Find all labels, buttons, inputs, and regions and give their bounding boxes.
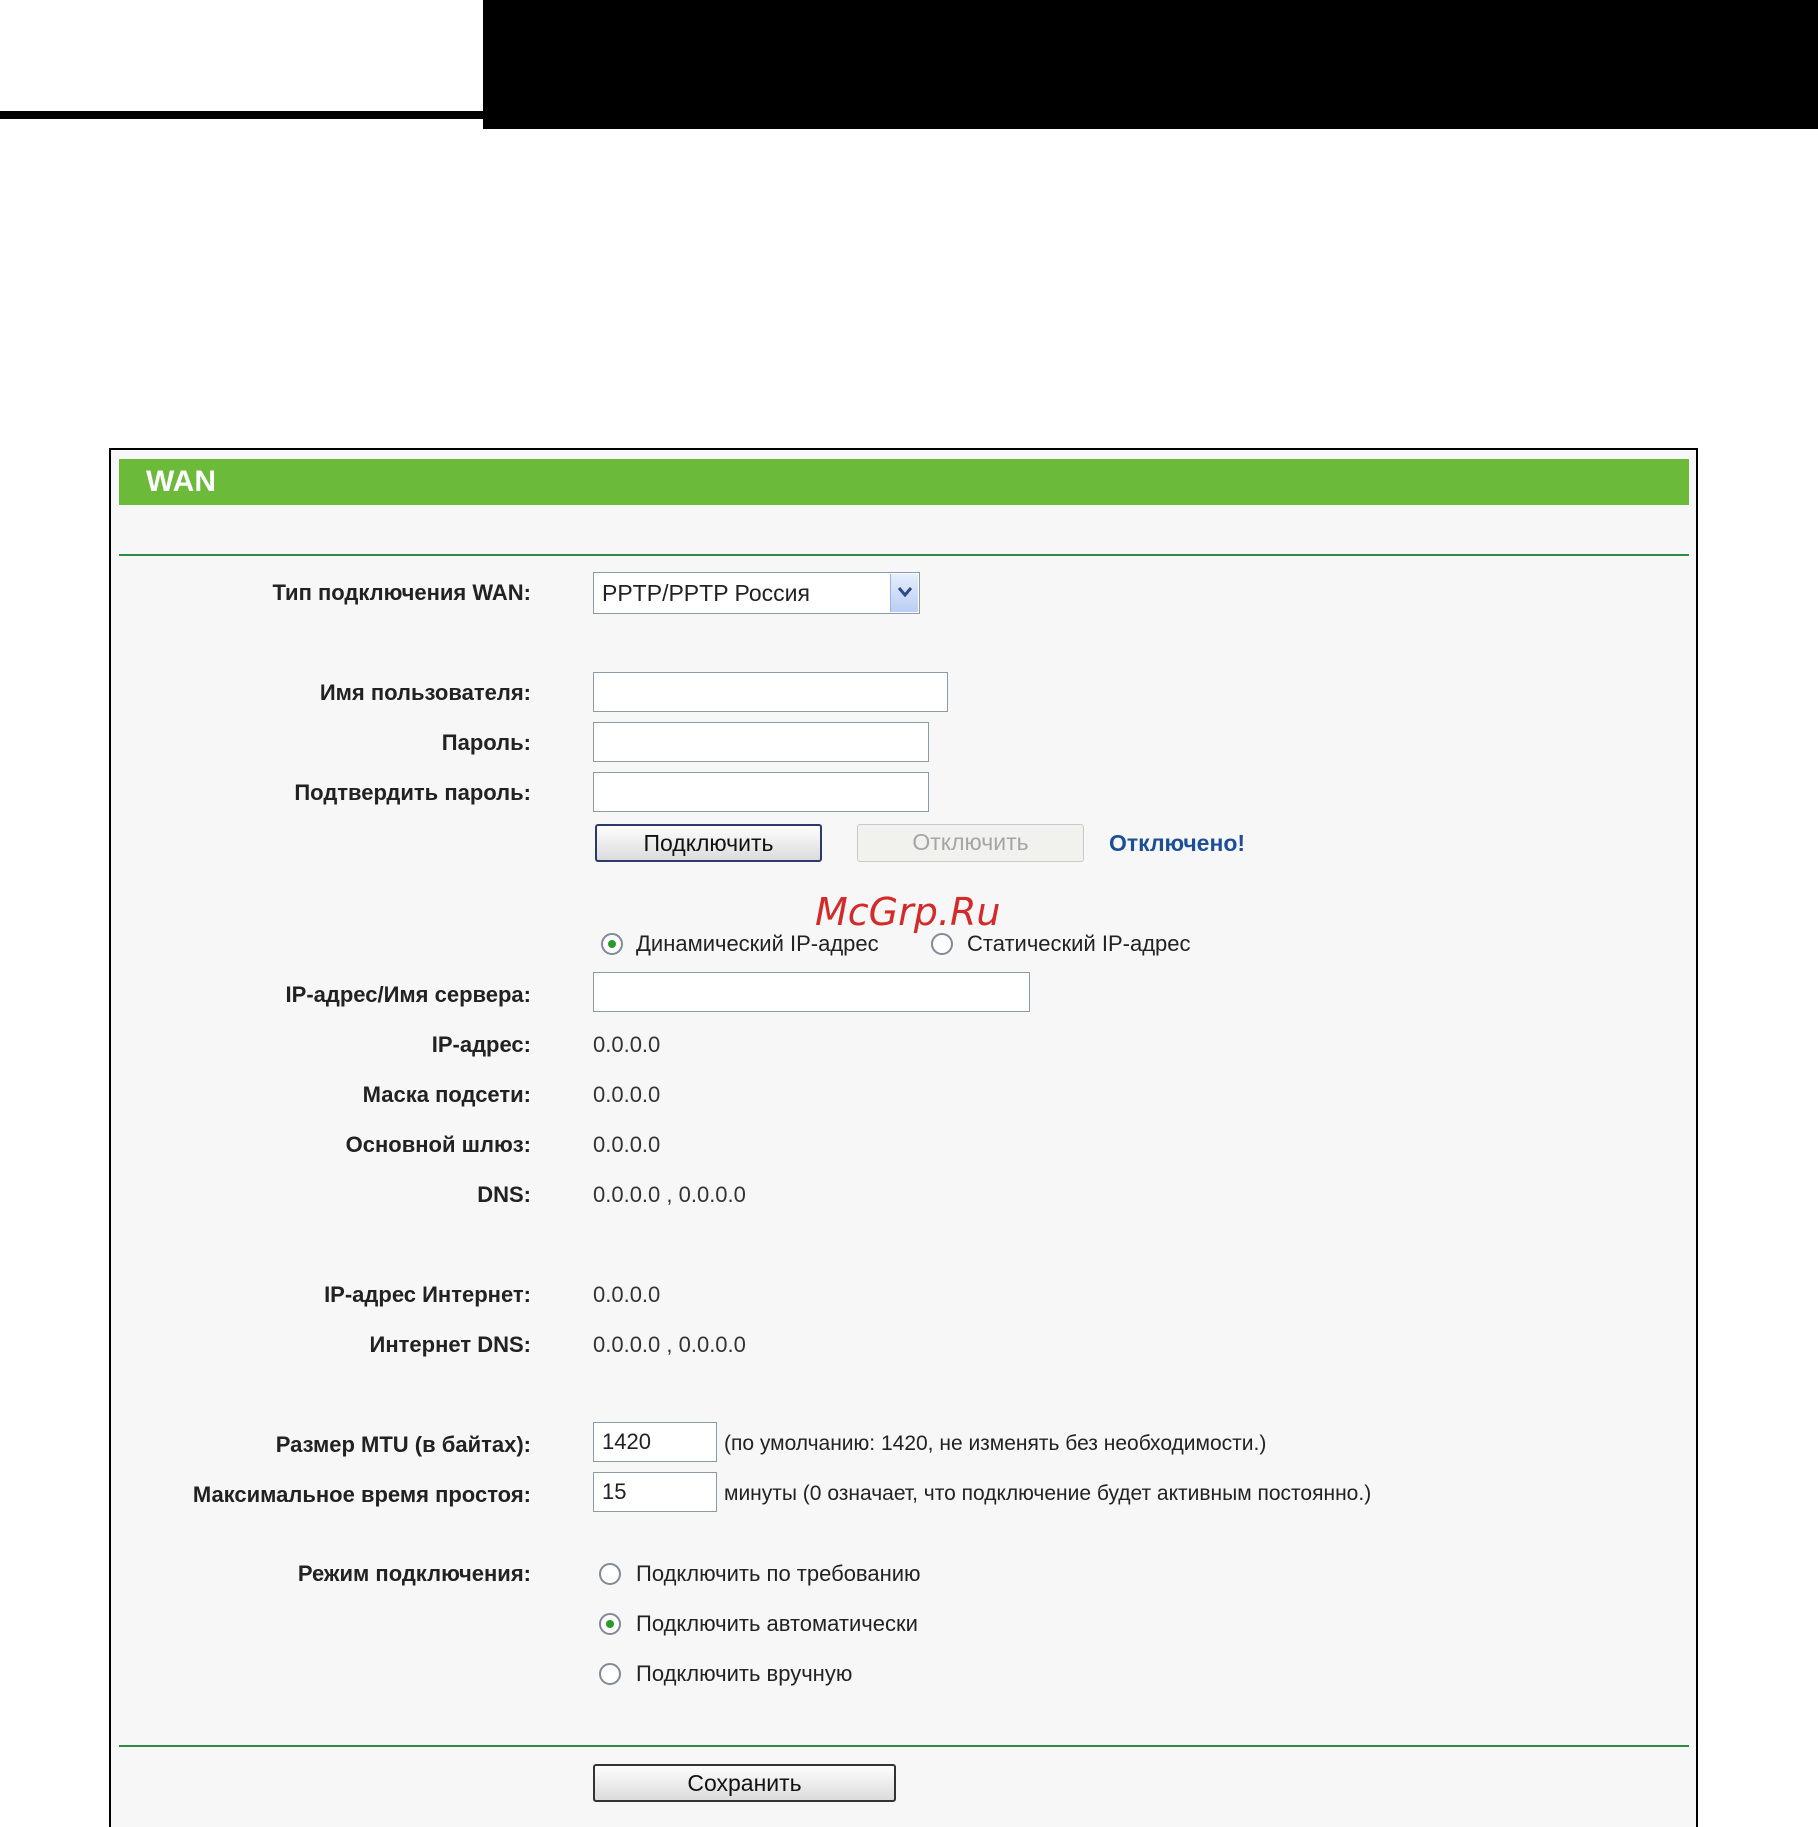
wan-settings-panel: [109, 448, 1698, 1827]
watermark: McGrp.Ru: [815, 890, 1001, 934]
subnet-mask-label: Маска подсети:: [362, 1082, 531, 1107]
conn-mode-label-manual: Подключить вручную: [636, 1661, 853, 1686]
mtu-label: Размер MTU (в байтах):: [275, 1432, 531, 1457]
ip-address-value: 0.0.0.0: [593, 1032, 661, 1057]
conn-mode-radio-on-demand[interactable]: [599, 1563, 621, 1585]
conn-mode-label-auto: Подключить автоматически: [636, 1611, 918, 1636]
dns-label: DNS:: [477, 1182, 531, 1207]
connect-button[interactable]: Подключить: [595, 824, 822, 862]
bottom-divider: [119, 1745, 1689, 1747]
top-divider: [119, 554, 1689, 556]
username-input[interactable]: [593, 672, 948, 712]
password-input[interactable]: [593, 722, 929, 762]
server-input[interactable]: [593, 972, 1030, 1012]
confirm-password-label: Подтвердить пароль:: [294, 780, 531, 805]
dynamic-ip-label: Динамический IP-адрес: [636, 931, 879, 956]
gateway-value: 0.0.0.0: [593, 1132, 661, 1157]
wan-type-selected: PPTP/PPTP Россия: [602, 580, 810, 606]
static-ip-radio[interactable]: [931, 933, 953, 955]
username-label: Имя пользователя:: [319, 680, 531, 705]
connection-status: Отключено!: [1109, 830, 1246, 856]
save-button[interactable]: Сохранить: [593, 1764, 896, 1802]
idle-time-input[interactable]: [593, 1472, 717, 1512]
gateway-label: Основной шлюз:: [345, 1132, 531, 1157]
mtu-note: (по умолчанию: 1420, не изменять без необходимости.): [724, 1432, 1267, 1455]
ip-address-label: IP-адрес:: [431, 1032, 531, 1057]
confirm-password-input[interactable]: [593, 772, 929, 812]
dns-value: 0.0.0.0 , 0.0.0.0: [593, 1182, 746, 1207]
internet-dns-label: Интернет DNS:: [369, 1332, 531, 1357]
wan-type-label: Тип подключения WAN:: [272, 580, 531, 605]
mtu-input[interactable]: [593, 1422, 717, 1462]
wan-type-select[interactable]: [593, 572, 920, 614]
disconnect-button[interactable]: Отключить: [857, 824, 1084, 862]
conn-mode-radio-manual[interactable]: [599, 1663, 621, 1685]
internet-ip-label: IP-адрес Интернет:: [324, 1282, 531, 1307]
dynamic-ip-radio[interactable]: [601, 933, 623, 955]
password-label: Пароль:: [441, 730, 531, 755]
conn-mode-label-on-demand: Подключить по требованию: [636, 1561, 921, 1586]
internet-ip-value: 0.0.0.0: [593, 1282, 661, 1307]
static-ip-label: Статический IP-адрес: [967, 931, 1191, 956]
conn-mode-label: Режим подключения:: [297, 1561, 531, 1586]
subnet-mask-value: 0.0.0.0: [593, 1082, 661, 1107]
conn-mode-radio-auto[interactable]: [599, 1613, 621, 1635]
internet-dns-value: 0.0.0.0 , 0.0.0.0: [593, 1332, 746, 1357]
header-right-bar: [483, 0, 1818, 129]
chevron-down-icon[interactable]: [890, 574, 918, 612]
server-label: IP-адрес/Имя сервера:: [285, 982, 531, 1007]
header-left-bar: [0, 0, 483, 119]
idle-time-note: минуты (0 означает, что подключение будет активным постоянно.): [724, 1482, 1372, 1505]
panel-title: WAN: [119, 459, 1689, 505]
idle-time-label: Максимальное время простоя:: [192, 1482, 531, 1507]
